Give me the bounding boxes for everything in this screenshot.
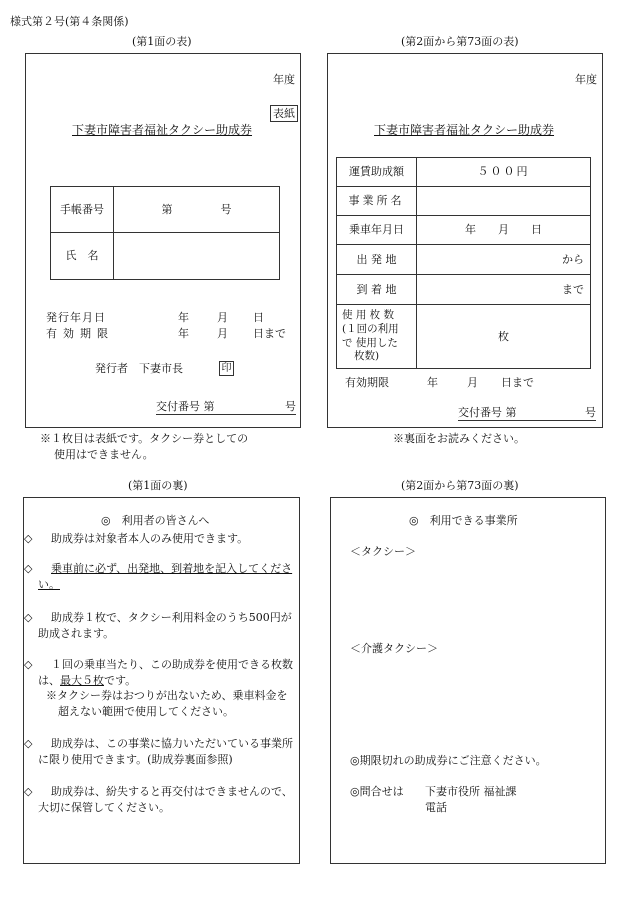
front2-table bbox=[336, 157, 591, 369]
usage-count-label-line3: で 使用した bbox=[342, 336, 398, 349]
back1-item-1 bbox=[24, 531, 296, 547]
front2-caption: (第2面から第73面の表) bbox=[401, 35, 519, 48]
front1-note-line1: ※１枚目は表紙です。タクシー券としての bbox=[40, 432, 249, 445]
departure-label: 出 発 地 bbox=[337, 245, 417, 275]
back1-item-1-text: 助成券は対象者本人のみ使用できます。 bbox=[51, 532, 249, 545]
back1-item-6-text: 助成券は、紛失すると再交付はできませんので、大切に保管してください。 bbox=[38, 785, 293, 814]
diamond-icon: ◇ bbox=[24, 532, 33, 545]
expired-note: ◎期限切れの助成券にご注意ください。 bbox=[350, 754, 547, 767]
diamond-icon: ◇ bbox=[24, 611, 33, 624]
back1-item-4-pre: １回の乗車当たり、この助成券を使用できる枚数は、 bbox=[38, 658, 293, 687]
delivery-number-line bbox=[156, 400, 296, 415]
front1-table bbox=[50, 186, 280, 280]
front2-valid-year: 年 bbox=[427, 376, 438, 389]
arrival-label: 到 着 地 bbox=[337, 275, 417, 305]
delivery-number-label: 交付番号 第 bbox=[156, 400, 215, 413]
handbook-number-field[interactable] bbox=[114, 187, 280, 233]
issue-date-month: 月 bbox=[217, 311, 228, 324]
form-number: 様式第２号(第４条関係) bbox=[10, 15, 129, 28]
handbook-number-prefix: 第 bbox=[161, 202, 173, 216]
front2-delivery-number-line bbox=[458, 406, 596, 421]
back1-item-3-text: 助成券１枚で、タクシー利用料金のうち500円が助成されます。 bbox=[38, 611, 292, 640]
usage-count-field[interactable] bbox=[417, 305, 591, 369]
back1-item-3 bbox=[24, 610, 296, 641]
back2-caption: (第2面から第73面の裏) bbox=[401, 479, 519, 492]
front1-note-line2: 使用はできません。 bbox=[54, 448, 154, 461]
diamond-icon: ◇ bbox=[24, 785, 33, 798]
back1-item-4-sub: ※タクシー券はおつりが出ないため、乗車料金を超えない範囲で使用してください。 bbox=[46, 689, 288, 718]
name-field[interactable] bbox=[114, 233, 280, 280]
back1-panel bbox=[23, 497, 300, 864]
name-label: 氏 名 bbox=[51, 233, 114, 280]
valid-month: 月 bbox=[217, 327, 228, 340]
contact-office: 下妻市役所 福祉課 bbox=[425, 785, 517, 798]
issue-date-label: 発行年月日 bbox=[46, 311, 106, 324]
front2-note: ※裏面をお読みください。 bbox=[393, 432, 525, 445]
back1-item-5 bbox=[24, 736, 296, 767]
ride-date-label: 乗車年月日 bbox=[337, 216, 417, 245]
fare-subsidy-value: ５００円 bbox=[417, 158, 591, 187]
usage-count-label bbox=[337, 305, 417, 369]
valid-year: 年 bbox=[178, 327, 189, 340]
front2-delivery-number-suffix: 号 bbox=[585, 406, 596, 419]
seal-mark: 印 bbox=[219, 361, 234, 376]
back1-item-4-post: です。 bbox=[104, 673, 137, 687]
cover-stamp: 表紙 bbox=[270, 105, 298, 122]
diamond-icon: ◇ bbox=[24, 658, 33, 671]
valid-period-label: 有効期限 bbox=[46, 327, 114, 340]
back1-item-4-emph: 最大５枚 bbox=[60, 673, 104, 687]
back1-item-5-text: 助成券は、この事業に協力いただいている事業所に限り使用できます。(助成券裏面参照) bbox=[38, 737, 293, 766]
handbook-number-label: 手帳番号 bbox=[51, 187, 114, 233]
front2-delivery-number-label: 交付番号 第 bbox=[458, 406, 517, 419]
usage-count-label-line1: 使 用 枚 数 bbox=[342, 309, 395, 322]
back1-item-2-text: 乗車前に必ず、出発地、到着地を記入してください。 bbox=[38, 562, 293, 591]
contact-label: ◎問合せは bbox=[350, 785, 404, 798]
front2-valid-label: 有効期限 bbox=[345, 376, 389, 389]
valid-day: 日まで bbox=[253, 327, 286, 340]
ride-date-field[interactable]: 年 月 日 bbox=[417, 216, 591, 245]
care-taxi-section-label: ＜介護タクシー＞ bbox=[350, 642, 438, 655]
usage-count-label-line2: (１回の利用 bbox=[342, 322, 399, 335]
back1-caption: (第1面の裏) bbox=[128, 479, 188, 492]
handbook-number-suffix: 号 bbox=[220, 202, 232, 216]
contact-phone-label: 電話 bbox=[425, 801, 447, 814]
issuer-label: 発行者 下妻市長 bbox=[95, 362, 183, 375]
arrival-field[interactable]: まで bbox=[417, 275, 591, 305]
usage-count-unit: 枚 bbox=[498, 329, 509, 343]
front2-valid-day: 日まで bbox=[501, 376, 534, 389]
delivery-number-suffix: 号 bbox=[285, 400, 296, 413]
back1-item-4 bbox=[24, 657, 296, 719]
issue-date-day: 日 bbox=[253, 311, 264, 324]
front2-title: 下妻市障害者福祉タクシー助成券 bbox=[374, 123, 555, 137]
back2-heading: ◎ 利用できる事業所 bbox=[409, 514, 518, 527]
back2-panel bbox=[330, 497, 606, 864]
front1-title: 下妻市障害者福祉タクシー助成券 bbox=[72, 123, 253, 137]
front2-valid-month: 月 bbox=[467, 376, 478, 389]
issue-date-year: 年 bbox=[178, 311, 189, 324]
fare-subsidy-label: 運賃助成額 bbox=[337, 158, 417, 187]
front2-nendo: 年度 bbox=[575, 73, 597, 86]
back1-item-6 bbox=[24, 784, 296, 815]
back1-item-2 bbox=[24, 561, 296, 592]
back1-heading: ◎ 利用者の皆さんへ bbox=[101, 514, 210, 527]
business-name-field[interactable] bbox=[417, 187, 591, 216]
diamond-icon: ◇ bbox=[24, 737, 33, 750]
front1-caption: (第1面の表) bbox=[132, 35, 192, 48]
diamond-icon: ◇ bbox=[24, 562, 33, 575]
front1-nendo: 年度 bbox=[273, 73, 295, 86]
taxi-section-label: ＜タクシー＞ bbox=[350, 545, 416, 558]
departure-field[interactable]: から bbox=[417, 245, 591, 275]
usage-count-label-line4: 枚数) bbox=[354, 350, 380, 363]
business-name-label: 事業所名 bbox=[337, 187, 417, 216]
